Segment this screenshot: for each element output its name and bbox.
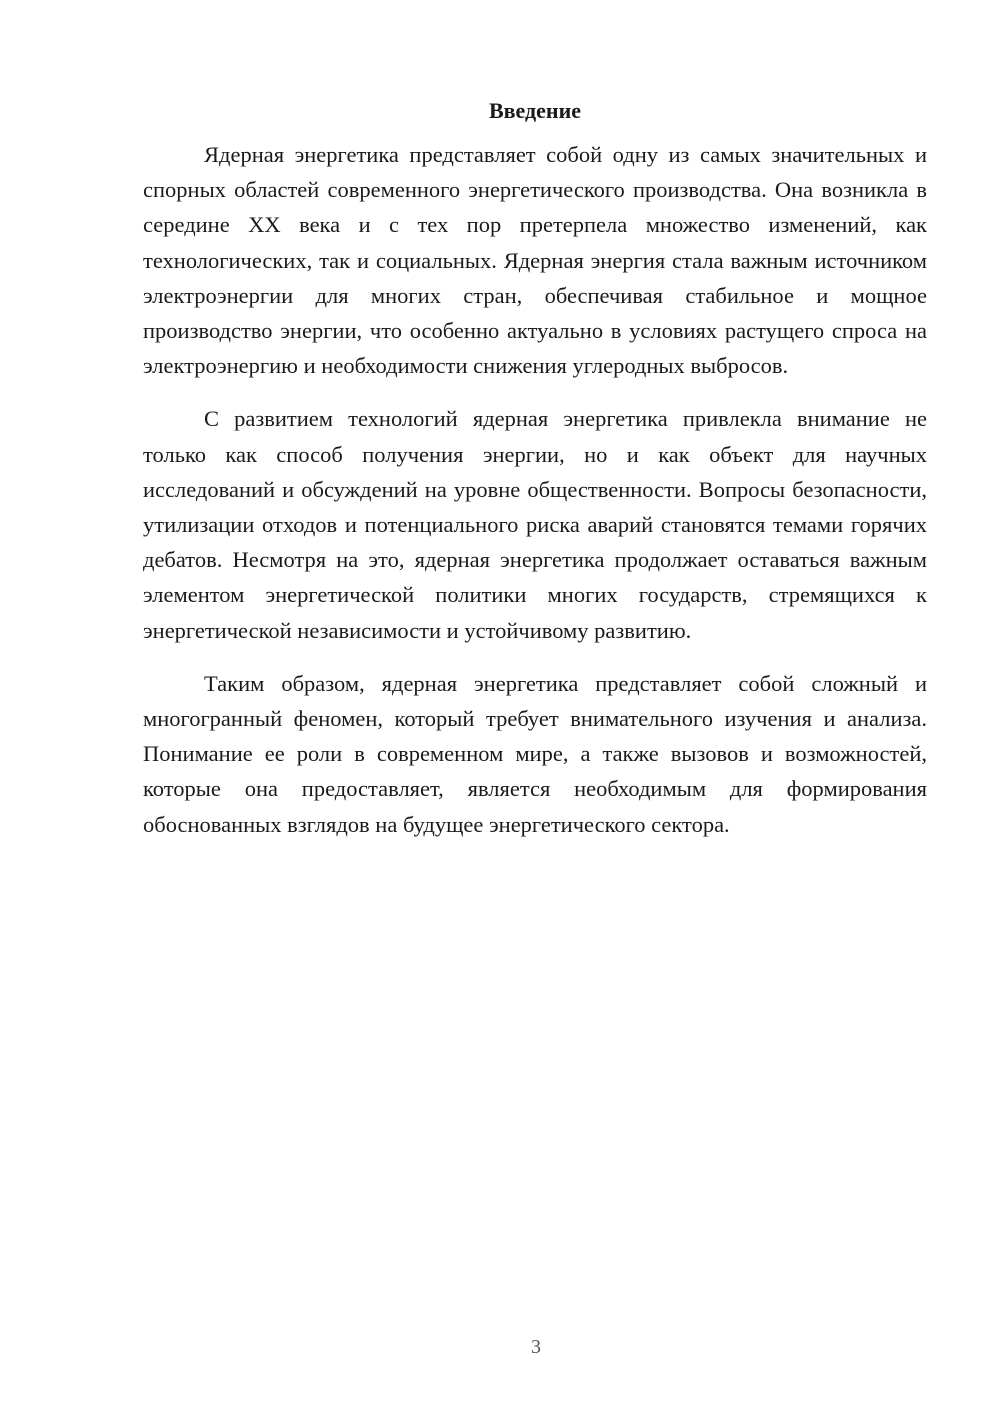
paragraph-1: Ядерная энергетика представляет собой одну из самых значительных и спорных областей современного энергетического производства. Она возникла в середине XX века и с тех пор претерпела множество изменений, как технологических, так и социальных. Ядерная энергия стала важным источником электроэнергии для многих стран, обеспечивая стабильное и мощное производство энергии, что особенно актуально в условиях растущего спроса на электроэнергию и необходимости снижения углеродных выбросов. — [143, 142, 927, 379]
paragraph-2: С развитием технологий ядерная энергетика привлекла внимание не только как способ получения энергии, но и как объект для научных исследований и обсуждений на уровне общественности. Вопросы безопасности, утилизации отходов и потенциального риска аварий становятся темами горячих дебатов. Несмотря на это, ядерная энергетика продолжает оставаться важным элементом энергетической политики многих государств, стремящихся к энергетической независимости и устойчивому развитию. — [143, 406, 927, 643]
page-number: 3 — [531, 1336, 541, 1358]
section-title: Введение — [488, 98, 582, 123]
paragraph-3: Таким образом, ядерная энергетика представляет собой сложный и многогранный феномен, который требует внимательного изучения и анализа. Понимание ее роли в современном мире, а также вызовов и возможностей, которые она предоставляет, является необходимым для формирования обоснованных взглядов на будущее энергетического сектора. — [143, 670, 927, 837]
page-content — [143, 92, 927, 860]
